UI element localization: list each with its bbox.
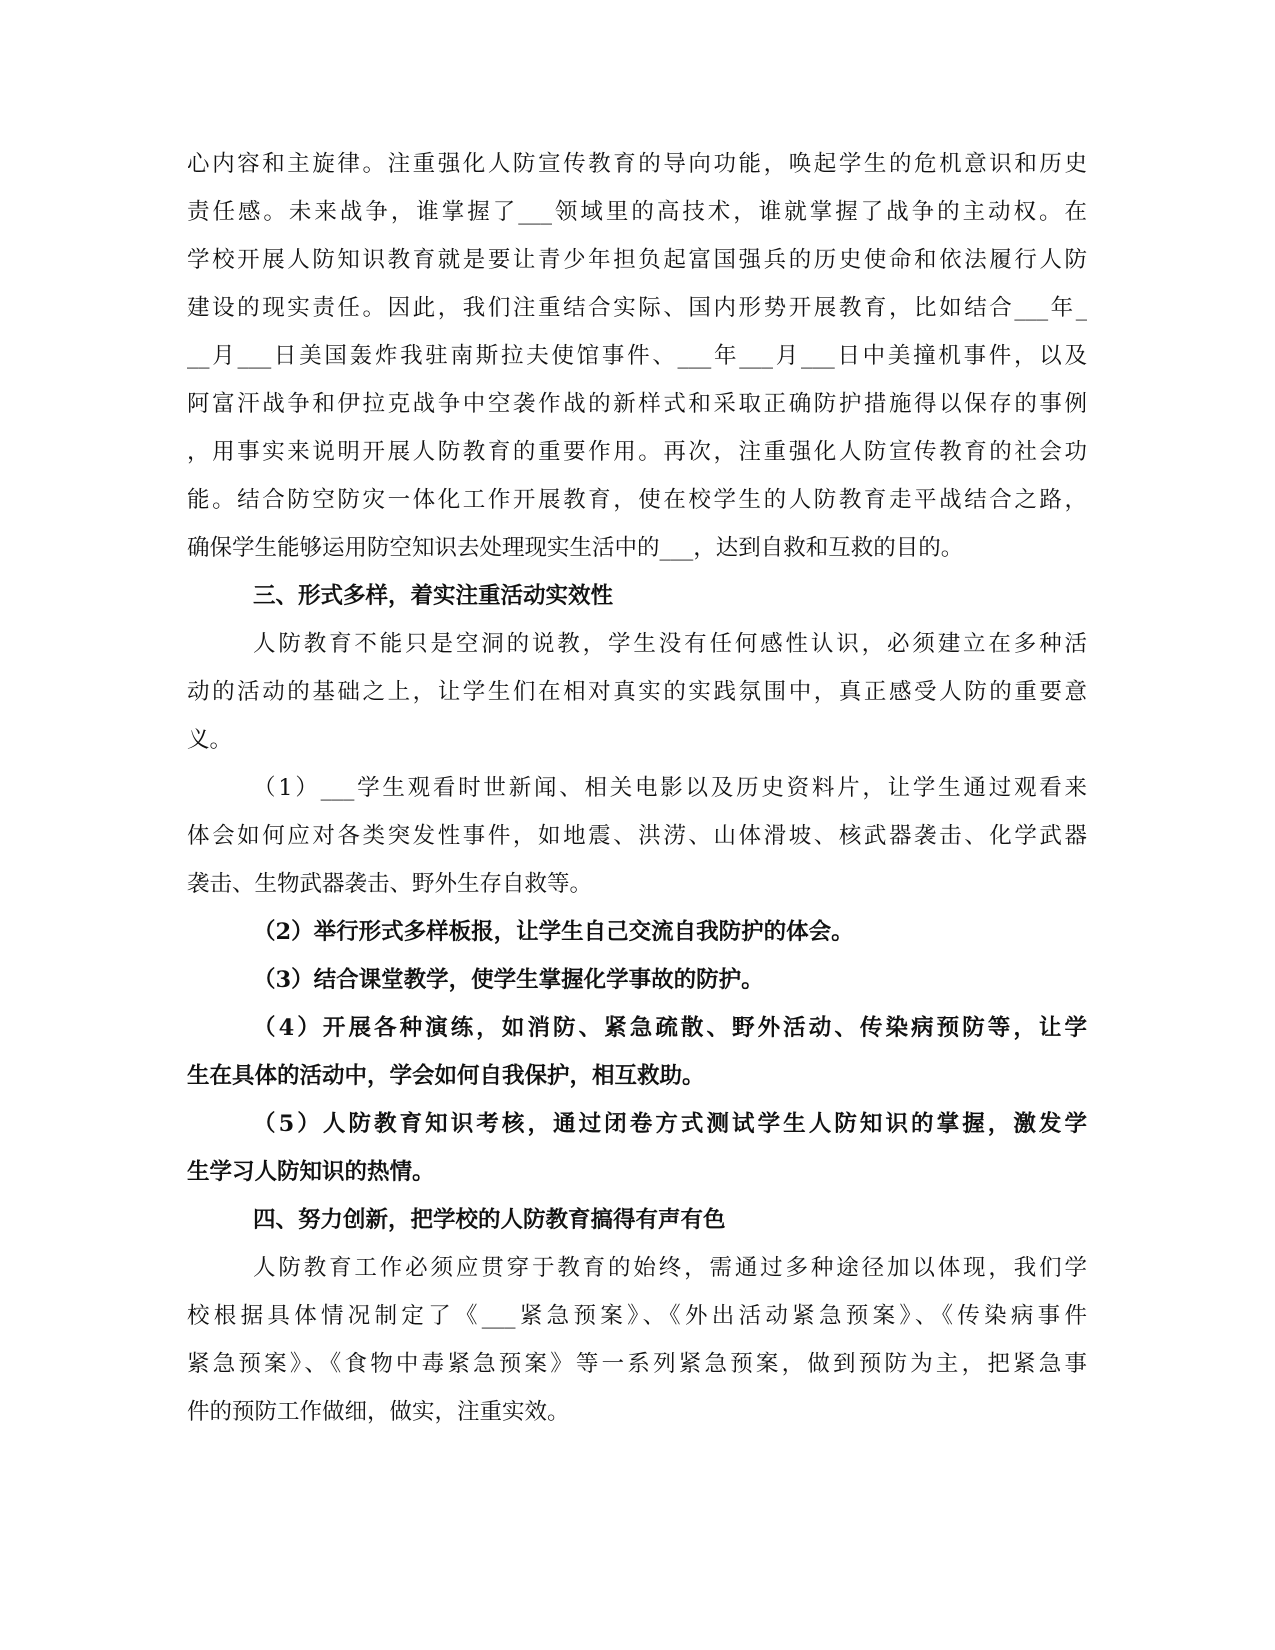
text-line: 生学习人防知识的热情。 (187, 1159, 435, 1185)
text-line: 动的活动的基础之上，让学生们在相对真实的实践氛围中，真正感受人防的重要意 (187, 679, 1087, 705)
list-item-1 (187, 764, 1087, 908)
paragraph-emergency-plans (187, 1244, 1087, 1436)
text-line: ，用事实来说明开展人防教育的重要作用。再次，注重强化人防宣传教育的社会功 (187, 439, 1087, 465)
text-line: 责任感。未来战争，谁掌握了___领域里的高技术，谁就掌握了战争的主动权。在 (187, 199, 1087, 225)
text-line: 义。 (187, 727, 233, 753)
text-line: 人防教育不能只是空洞的说教，学生没有任何感性认识，必须建立在多种活 (253, 631, 1087, 657)
text-line: 袭击、生物武器袭击、野外生存自救等。 (187, 871, 593, 897)
text-line: （1）___学生观看时世新闻、相关电影以及历史资料片，让学生通过观看来 (253, 775, 1087, 801)
section-heading-four: 四、努力创新，把学校的人防教育搞得有声有色 (253, 1207, 726, 1233)
list-item-3: （3）结合课堂教学，使学生掌握化学事故的防护。 (253, 967, 764, 993)
text-line: 生在具体的活动中，学会如何自我保护，相互救助。 (187, 1063, 705, 1089)
list-item-4 (187, 1004, 1087, 1100)
text-line: 校根据具体情况制定了《___紧急预案》、《外出活动紧急预案》、《传染病事件 (187, 1303, 1087, 1329)
text-line: 人防教育工作必须应贯穿于教育的始终，需通过多种途径加以体现，我们学 (253, 1255, 1087, 1281)
text-line: 学校开展人防知识教育就是要让青少年担负起富国强兵的历史使命和依法履行人防 (187, 247, 1087, 273)
text-line: 建设的现实责任。因此，我们注重结合实际、国内形势开展教育，比如结合___年_ (187, 295, 1087, 321)
text-line: 心内容和主旋律。注重强化人防宣传教育的导向功能，唤起学生的危机意识和历史 (187, 151, 1087, 177)
paragraph-activity-basis (187, 620, 1087, 764)
document-body (187, 140, 1087, 1436)
text-line: __月___日美国轰炸我驻南斯拉夫使馆事件、___年___月___日中美撞机事件，以及 (187, 343, 1087, 369)
paragraph-civil-defense-education (187, 140, 1087, 572)
text-line: （5）人防教育知识考核，通过闭卷方式测试学生人防知识的掌握，激发学 (253, 1111, 1087, 1137)
list-item-2: （2）举行形式多样板报，让学生自己交流自我防护的体会。 (253, 919, 854, 945)
text-line: （4）开展各种演练，如消防、紧急疏散、野外活动、传染病预防等，让学 (253, 1015, 1087, 1041)
text-line: 紧急预案》、《食物中毒紧急预案》等一系列紧急预案，做到预防为主，把紧急事 (187, 1351, 1087, 1377)
text-line: 件的预防工作做细，做实，注重实效。 (187, 1399, 570, 1425)
text-line: 能。结合防空防灾一体化工作开展教育，使在校学生的人防教育走平战结合之路， (187, 487, 1087, 513)
text-line: 确保学生能够运用防空知识去处理现实生活中的___，达到自救和互救的目的。 (187, 535, 964, 561)
text-line: 体会如何应对各类突发性事件，如地震、洪涝、山体滑坡、核武器袭击、化学武器 (187, 823, 1087, 849)
list-item-5 (187, 1100, 1087, 1196)
text-line: 阿富汗战争和伊拉克战争中空袭作战的新样式和采取正确防护措施得以保存的事例 (187, 391, 1087, 417)
section-heading-three: 三、形式多样，着实注重活动实效性 (253, 583, 614, 609)
